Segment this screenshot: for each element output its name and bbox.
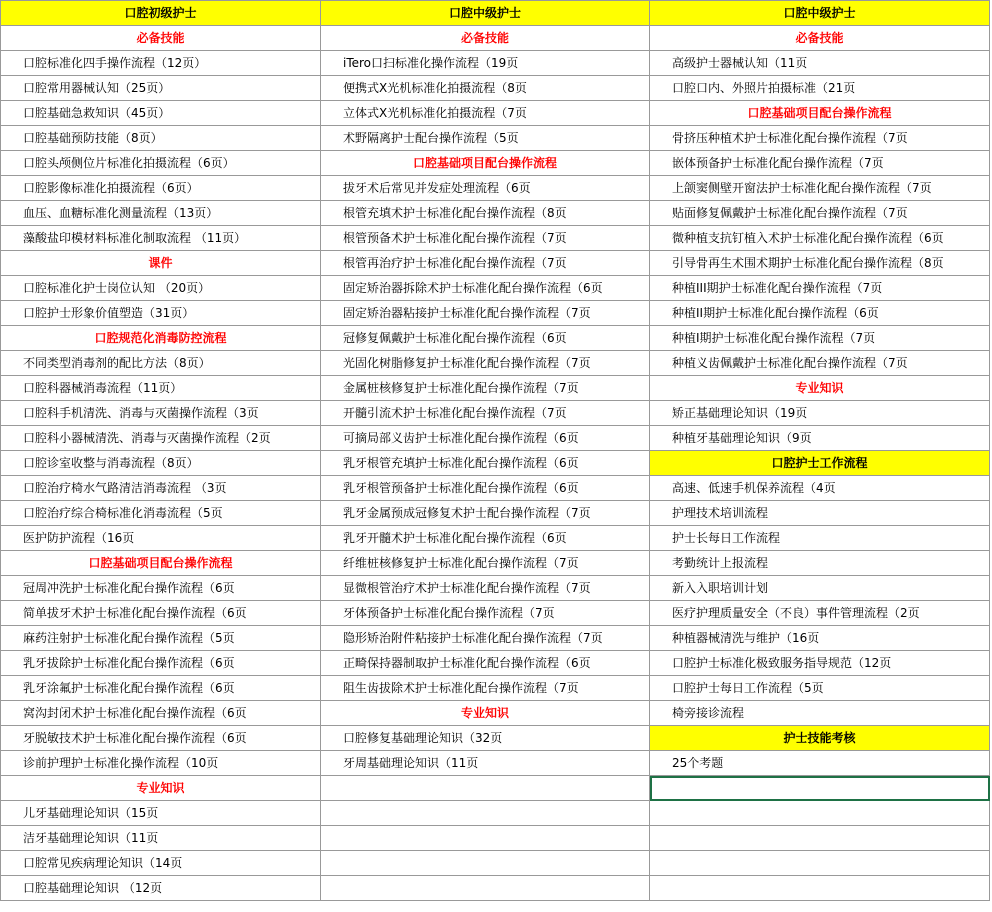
empty-cell[interactable] (321, 851, 650, 876)
list-item-cell[interactable]: 立体式X光机标准化拍摄流程（7页 (321, 101, 650, 126)
list-item-cell[interactable]: 窝沟封闭术护士标准化配台操作流程（6页 (1, 701, 321, 726)
empty-cell[interactable] (650, 876, 990, 901)
list-item-cell[interactable]: 口腔标准化护士岗位认知 （20页） (1, 276, 321, 301)
list-item-cell[interactable]: 口腔修复基础理论知识（32页 (321, 726, 650, 751)
section-heading[interactable]: 必备技能 (650, 26, 990, 51)
sheet-row (1, 376, 990, 401)
list-item-cell[interactable]: 矫正基础理论知识（19页 (650, 401, 990, 426)
list-item-cell[interactable]: 口腔治疗综合椅标准化消毒流程（5页 (1, 501, 321, 526)
sheet-row (1, 176, 990, 201)
list-item-cell[interactable]: 洁牙基础理论知识（11页 (1, 826, 321, 851)
sheet-row (1, 276, 990, 301)
list-item-cell[interactable]: 诊前护理护士标准化操作流程（10页 (1, 751, 321, 776)
list-item-cell[interactable]: 嵌体预备护士标准化配台操作流程（7页 (650, 151, 990, 176)
list-item-cell[interactable]: 口腔治疗椅水气路清洁消毒流程 （3页 (1, 476, 321, 501)
sheet-row (1, 251, 990, 276)
empty-cell[interactable] (650, 801, 990, 826)
list-item-cell[interactable]: 乳牙拔除护士标准化配台操作流程（6页 (1, 651, 321, 676)
sheet-row (1, 301, 990, 326)
list-item-cell[interactable]: 高速、低速手机保养流程（4页 (650, 476, 990, 501)
list-item-cell[interactable]: 考勤统计上报流程 (650, 551, 990, 576)
sheet-row (1, 326, 990, 351)
list-item-cell[interactable]: 显微根管治疗术护士标准化配台操作流程（7页 (321, 576, 650, 601)
list-item-cell[interactable]: 正畸保持器制取护士标准化配台操作流程（6页 (321, 651, 650, 676)
sheet-row (1, 726, 990, 751)
sheet-row (1, 501, 990, 526)
spreadsheet-body (1, 1, 990, 901)
sheet-row (1, 801, 990, 826)
list-item-cell[interactable]: 拔牙术后常见并发症处理流程（6页 (321, 176, 650, 201)
list-item-cell[interactable]: 医护防护流程（16页 (1, 526, 321, 551)
list-item-cell[interactable]: 不同类型消毒剂的配比方法（8页） (1, 351, 321, 376)
list-item-cell[interactable]: 牙体预备护士标准化配台操作流程（7页 (321, 601, 650, 626)
list-item-cell[interactable]: 口腔口内、外照片拍摄标准（21页 (650, 76, 990, 101)
list-item-cell[interactable]: 简单拔牙术护士标准化配台操作流程（6页 (1, 601, 321, 626)
list-item-cell[interactable]: 口腔诊室收整与消毒流程（8页） (1, 451, 321, 476)
list-item-cell[interactable]: 引导骨再生术围术期护士标准化配台操作流程（8页 (650, 251, 990, 276)
empty-cell[interactable] (321, 826, 650, 851)
sheet-row (1, 476, 990, 501)
column-header[interactable]: 口腔中级护士 (650, 1, 990, 26)
list-item-cell[interactable]: 种植义齿佩戴护士标准化配台操作流程（7页 (650, 351, 990, 376)
sheet-row (1, 101, 990, 126)
sheet-row (1, 751, 990, 776)
selected-cell[interactable] (650, 776, 990, 801)
section-heading[interactable]: 口腔基础项目配台操作流程 (1, 551, 321, 576)
sheet-row (1, 601, 990, 626)
list-item-cell[interactable]: 开髓引流术护士标准化配台操作流程（7页 (321, 401, 650, 426)
list-item-cell[interactable]: 术野隔离护士配台操作流程（5页 (321, 126, 650, 151)
section-heading[interactable]: 专业知识 (1, 776, 321, 801)
list-item-cell[interactable]: 便携式X光机标准化拍摄流程（8页 (321, 76, 650, 101)
list-item-cell[interactable]: 25个考题 (650, 751, 990, 776)
sheet-row (1, 226, 990, 251)
section-heading[interactable]: 口腔基础项目配台操作流程 (650, 101, 990, 126)
list-item-cell[interactable]: 口腔影像标准化拍摄流程（6页） (1, 176, 321, 201)
list-item-cell[interactable]: 乳牙开髓术护士标准化配台操作流程（6页 (321, 526, 650, 551)
list-item-cell[interactable]: 金属桩核修复护士标准化配台操作流程（7页 (321, 376, 650, 401)
sheet-row (1, 401, 990, 426)
list-item-cell[interactable]: 高级护士器械认知（11页 (650, 51, 990, 76)
list-item-cell[interactable]: 口腔常用器械认知（25页） (1, 76, 321, 101)
list-item-cell[interactable]: 护理技术培训流程 (650, 501, 990, 526)
sheet-row (1, 551, 990, 576)
list-item-cell[interactable]: 根管充填术护士标准化配台操作流程（8页 (321, 201, 650, 226)
empty-cell[interactable] (321, 801, 650, 826)
empty-cell[interactable] (650, 826, 990, 851)
list-item-cell[interactable]: 口腔基础预防技能（8页） (1, 126, 321, 151)
list-item-cell[interactable]: 牙脱敏技术护士标准化配台操作流程（6页 (1, 726, 321, 751)
sheet-row (1, 826, 990, 851)
list-item-cell[interactable]: 根管再治疗护士标准化配台操作流程（7页 (321, 251, 650, 276)
section-heading[interactable]: 口腔基础项目配台操作流程 (321, 151, 650, 176)
list-item-cell[interactable]: 种植I期护士标准化配台操作流程（7页 (650, 326, 990, 351)
sheet-row (1, 426, 990, 451)
section-heading[interactable]: 专业知识 (321, 701, 650, 726)
list-item-cell[interactable]: 口腔常见疾病理论知识（14页 (1, 851, 321, 876)
list-item-cell[interactable]: 固定矫治器拆除术护士标准化配台操作流程（6页 (321, 276, 650, 301)
list-item-cell[interactable]: 口腔头颅侧位片标准化拍摄流程（6页） (1, 151, 321, 176)
sheet-row (1, 1, 990, 26)
list-item-cell[interactable]: 固定矫治器粘接护士标准化配台操作流程（7页 (321, 301, 650, 326)
empty-cell[interactable] (321, 876, 650, 901)
list-item-cell[interactable]: iTero口扫标准化操作流程（19页 (321, 51, 650, 76)
sheet-row (1, 776, 990, 801)
list-item-cell[interactable]: 阻生齿拔除术护士标准化配台操作流程（7页 (321, 676, 650, 701)
sheet-row (1, 351, 990, 376)
sheet-row (1, 151, 990, 176)
empty-cell[interactable] (321, 776, 650, 801)
list-item-cell[interactable]: 藻酸盐印模材料标准化制取流程 （11页） (1, 226, 321, 251)
sheet-row (1, 126, 990, 151)
section-heading-highlight[interactable]: 护士技能考核 (650, 726, 990, 751)
sheet-row (1, 876, 990, 901)
list-item-cell[interactable]: 护士长每日工作流程 (650, 526, 990, 551)
section-heading[interactable]: 必备技能 (321, 26, 650, 51)
list-item-cell[interactable]: 骨挤压种植术护士标准化配台操作流程（7页 (650, 126, 990, 151)
section-heading[interactable]: 必备技能 (1, 26, 321, 51)
sheet-row (1, 701, 990, 726)
sheet-row (1, 451, 990, 476)
list-item-cell[interactable]: 血压、血糖标准化测量流程（13页） (1, 201, 321, 226)
list-item-cell[interactable]: 口腔护士每日工作流程（5页 (650, 676, 990, 701)
sheet-row (1, 526, 990, 551)
sheet-row (1, 626, 990, 651)
sheet-row (1, 51, 990, 76)
list-item-cell[interactable]: 贴面修复佩戴护士标准化配台操作流程（7页 (650, 201, 990, 226)
list-item-cell[interactable]: 可摘局部义齿护士标准化配台操作流程（6页 (321, 426, 650, 451)
list-item-cell[interactable]: 口腔科器械消毒流程（11页） (1, 376, 321, 401)
section-heading-highlight[interactable]: 口腔护士工作流程 (650, 451, 990, 476)
list-item-cell[interactable]: 椅旁接诊流程 (650, 701, 990, 726)
sheet-row (1, 76, 990, 101)
list-item-cell[interactable]: 口腔护士标准化极致服务指导规范（12页 (650, 651, 990, 676)
sheet-row (1, 651, 990, 676)
column-header[interactable]: 口腔初级护士 (1, 1, 321, 26)
list-item-cell[interactable]: 牙周基础理论知识（11页 (321, 751, 650, 776)
list-item-cell[interactable]: 纤维桩核修复护士标准化配台操作流程（7页 (321, 551, 650, 576)
list-item-cell[interactable]: 麻药注射护士标准化配台操作流程（5页 (1, 626, 321, 651)
section-heading[interactable]: 专业知识 (650, 376, 990, 401)
list-item-cell[interactable]: 微种植支抗钉植入术护士标准化配台操作流程（6页 (650, 226, 990, 251)
list-item-cell[interactable]: 医疗护理质量安全（不良）事件管理流程（2页 (650, 601, 990, 626)
list-item-cell[interactable]: 上颌窦侧壁开窗法护士标准化配台操作流程（7页 (650, 176, 990, 201)
list-item-cell[interactable]: 口腔标准化四手操作流程（12页） (1, 51, 321, 76)
list-item-cell[interactable]: 乳牙根管预备护士标准化配台操作流程（6页 (321, 476, 650, 501)
sheet-row (1, 576, 990, 601)
list-item-cell[interactable]: 口腔科小器械清洗、消毒与灭菌操作流程（2页 (1, 426, 321, 451)
list-item-cell[interactable]: 隐形矫治附件粘接护士标准化配台操作流程（7页 (321, 626, 650, 651)
sheet-row (1, 851, 990, 876)
list-item-cell[interactable]: 冠修复佩戴护士标准化配台操作流程（6页 (321, 326, 650, 351)
list-item-cell[interactable]: 口腔护士形象价值塑造（31页） (1, 301, 321, 326)
list-item-cell[interactable]: 光固化树脂修复护士标准化配台操作流程（7页 (321, 351, 650, 376)
column-header[interactable]: 口腔中级护士 (321, 1, 650, 26)
list-item-cell[interactable]: 种植牙基础理论知识（9页 (650, 426, 990, 451)
list-item-cell[interactable]: 儿牙基础理论知识（15页 (1, 801, 321, 826)
list-item-cell[interactable]: 新入入职培训计划 (650, 576, 990, 601)
empty-cell[interactable] (650, 851, 990, 876)
list-item-cell[interactable]: 乳牙根管充填护士标准化配台操作流程（6页 (321, 451, 650, 476)
sheet-row (1, 26, 990, 51)
list-item-cell[interactable]: 种植III期护士标准化配台操作流程（7页 (650, 276, 990, 301)
list-item-cell[interactable]: 乳牙金属预成冠修复术护士配台操作流程（7页 (321, 501, 650, 526)
section-heading[interactable]: 课件 (1, 251, 321, 276)
list-item-cell[interactable]: 乳牙涂氟护士标准化配台操作流程（6页 (1, 676, 321, 701)
sheet-row (1, 201, 990, 226)
list-item-cell[interactable]: 根管预备术护士标准化配台操作流程（7页 (321, 226, 650, 251)
list-item-cell[interactable]: 口腔基础理论知识 （12页 (1, 876, 321, 901)
list-item-cell[interactable]: 口腔基础急救知识（45页） (1, 101, 321, 126)
list-item-cell[interactable]: 种植II期护士标准化配台操作流程（6页 (650, 301, 990, 326)
list-item-cell[interactable]: 种植器械清洗与维护（16页 (650, 626, 990, 651)
list-item-cell[interactable]: 冠周冲洗护士标准化配台操作流程（6页 (1, 576, 321, 601)
section-heading[interactable]: 口腔规范化消毒防控流程 (1, 326, 321, 351)
list-item-cell[interactable]: 口腔科手机清洗、消毒与灭菌操作流程（3页 (1, 401, 321, 426)
sheet-row (1, 676, 990, 701)
